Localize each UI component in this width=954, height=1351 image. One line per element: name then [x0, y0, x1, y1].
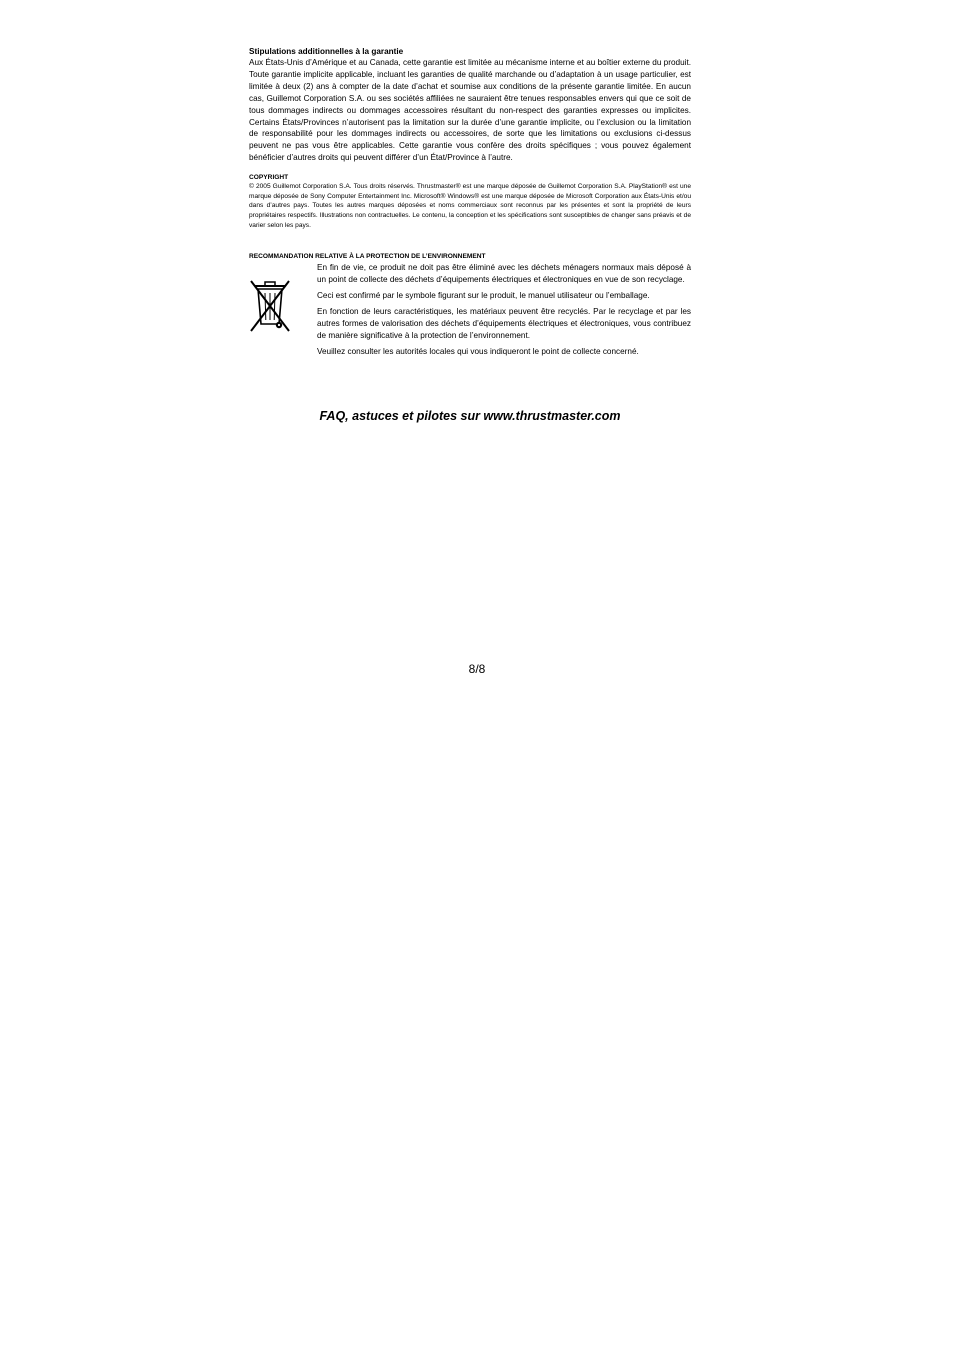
- page-number: 8/8: [468, 662, 486, 676]
- environment-content: [249, 262, 691, 361]
- environment-paragraph: Veuillez consulter les autorités locales qui vous indiqueront le point de collecte concerné.: [317, 346, 639, 356]
- warranty-body: Aux États-Unis d’Amérique et au Canada, cette garantie est limitée au mécanisme interne et au boîtier externe du produit. Toute garantie implicite applicable, incluant les garanties de qualité marchande ou d’adaptation à un usage particulier, est limitée à deux (2) ans à compter de la date d’achat et soumise aux conditions de la présente garantie limitée. En aucun cas, Guillemot Corporation S.A. ou ses sociétés affiliées ne sauraient être tenues responsables envers qui que ce soit de tous dommages indirects ou dommages accessoires résultant du non-respect des garanties expresses ou implicites. Certains États/Provinces n’autorisent pas la limitation sur la durée d’une garantie implicite, ou l’exclusion ou la limitation de responsabilité pour les dommages indirects ou accessoires, de sorte que les limitations ou exclusions ci-dessus peuvent ne pas vous être applicables. Cette garantie vous confère des droits spécifiques ; vous pouvez également bénéficier d’autres droits qui peuvent différer d’un État/Province à l’autre.: [249, 58, 691, 163]
- faq-line: FAQ, astuces et pilotes sur www.thrustmaster.com: [319, 409, 621, 423]
- environment-paragraph: Ceci est confirmé par le symbole figurant sur le produit, le manuel utilisateur ou l’emballage.: [317, 290, 650, 300]
- copyright-title: COPYRIGHT: [249, 174, 289, 182]
- environment-paragraph: En fin de vie, ce produit ne doit pas être éliminé avec les déchets ménagers normaux mais déposé à un point de collecte des déchets d’équipements électriques et électroniques en vue de son recyclage.: [317, 263, 691, 285]
- environment-paragraphs: [317, 262, 691, 361]
- environment-title: RECOMMANDATION RELATIVE À LA PROTECTION DE L’ENVIRONNEMENT: [249, 253, 486, 261]
- copyright-section: [249, 173, 691, 230]
- document-page: [249, 46, 691, 361]
- crossed-out-wheelie-bin-icon: [249, 262, 317, 361]
- environment-paragraph: En fonction de leurs caractéristiques, les matériaux peuvent être recyclés. Par le recyclage et par les autres formes de valorisation des déchets d’équipements électriques et électroniques, vous contribuez de manière significative à la protection de l’environnement.: [317, 306, 691, 340]
- copyright-body: © 2005 Guillemot Corporation S.A. Tous droits réservés. Thrustmaster® est une marque déposée de Guillemot Corporation S.A. PlayStation® est une marque déposée de Sony Computer Entertainment Inc. Microsoft® Windows® est une marque déposée de Microsoft Corporation aux États-Unis et/ou dans d’autres pays. Toutes les autres marques déposées et noms commerciaux sont reconnus par les présentes et sont la propriété de leurs propriétaires respectifs. Illustrations non contractuelles. Le contenu, la conception et les spécifications sont susceptibles de changer sans préavis et de varier selon les pays.: [249, 183, 691, 229]
- warranty-section: [249, 46, 691, 164]
- warranty-title: Stipulations additionnelles à la garantie: [249, 47, 404, 56]
- environment-section: [249, 252, 691, 361]
